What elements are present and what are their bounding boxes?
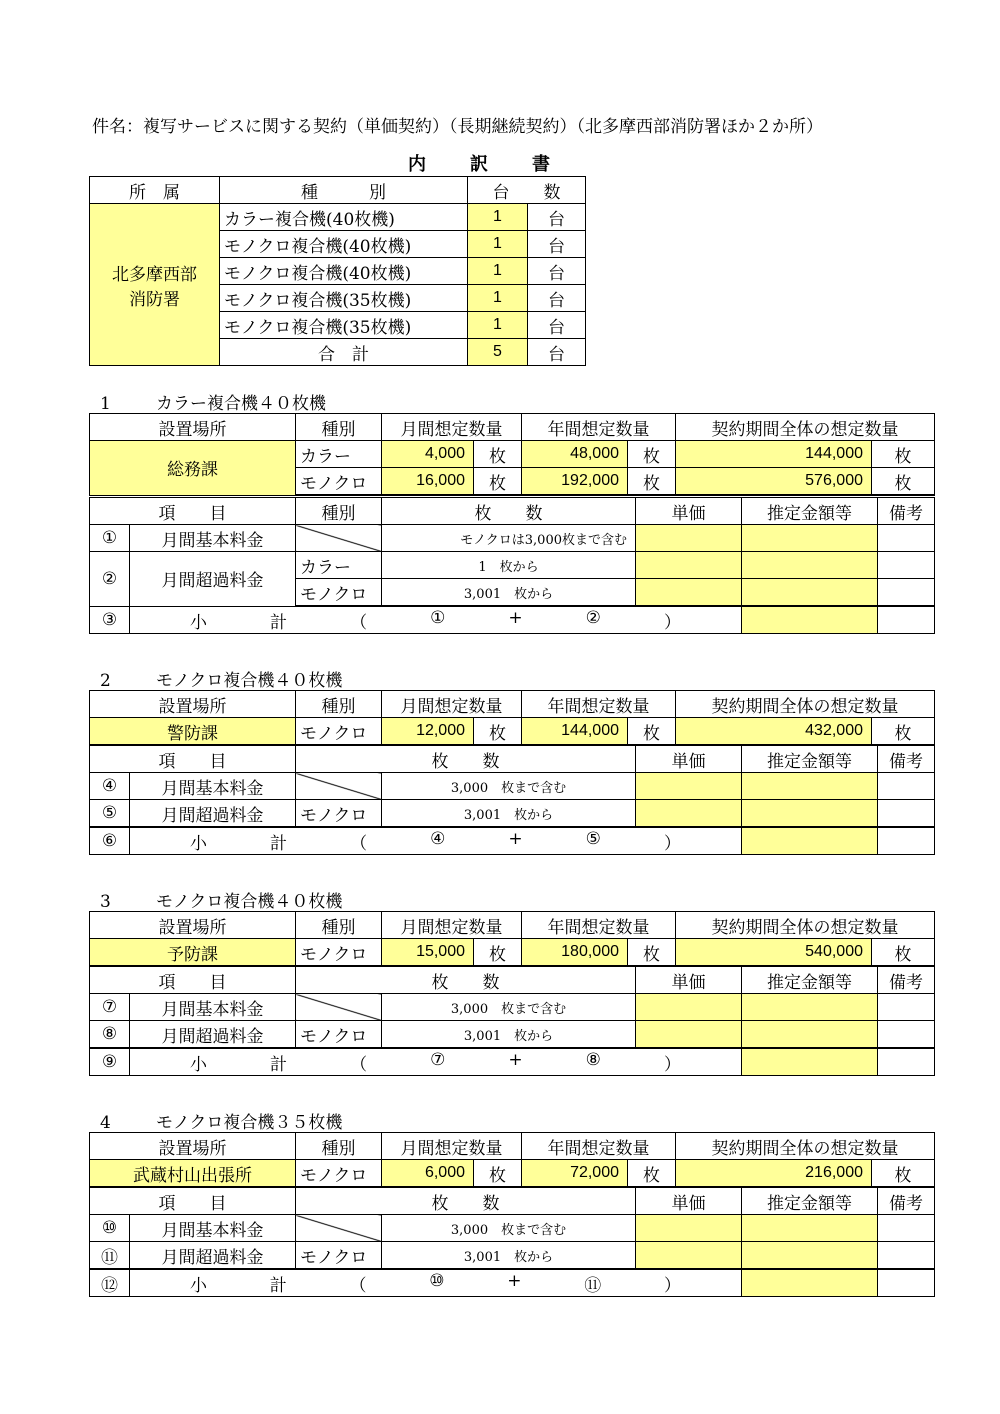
location-cell: 総務課	[90, 441, 296, 496]
paren-open: （	[350, 1054, 368, 1075]
header-yearly: 年間想定数量	[522, 912, 676, 939]
header-kind: 種別	[296, 498, 382, 525]
header-yearly: 年間想定数量	[522, 691, 676, 718]
plus-sign: +	[508, 1049, 523, 1070]
header-monthly: 月間想定数量	[382, 414, 522, 441]
item-mark: ⑪	[90, 1242, 130, 1270]
item-mark: ③	[90, 606, 130, 634]
affiliation-cell	[90, 204, 220, 366]
header-sheets: 枚 数	[382, 498, 636, 525]
total-count: 5	[468, 339, 528, 366]
kind-cell: モノクロ	[296, 718, 382, 746]
formula-mark-a: ⑩	[429, 1270, 445, 1291]
formula-mark-b: ②	[585, 607, 601, 628]
header-unit-price: 単価	[636, 746, 742, 773]
section-2-fee-table	[89, 745, 935, 855]
header-kind: 種別	[296, 414, 382, 441]
section-3-fee-table	[89, 966, 935, 1076]
paren-close: ）	[663, 1054, 681, 1075]
header-count: 台 数	[468, 177, 586, 204]
estimated-input[interactable]	[742, 1021, 878, 1049]
contract-value: 540,000	[676, 939, 872, 967]
header-contract: 契約期間全体の想定数量	[676, 1133, 935, 1160]
subtotal-char-2: 計	[269, 1275, 287, 1296]
monthly-value: 6,000	[382, 1160, 474, 1188]
sheet-unit: 枚	[474, 939, 522, 967]
count-unit: 台	[528, 231, 586, 258]
machine-count: 1	[468, 231, 528, 258]
subtotal-char-2: 計	[270, 612, 288, 633]
diagonal-cell	[296, 1215, 382, 1242]
header-location: 設置場所	[90, 912, 296, 939]
kind-cell: モノクロ	[296, 468, 382, 496]
sheet-unit: 枚	[872, 441, 935, 468]
header-item: 項 目	[90, 967, 296, 994]
contract-value: 576,000	[676, 468, 872, 496]
header-item: 項 目	[90, 498, 296, 525]
monthly-value: 15,000	[382, 939, 474, 967]
location-cell: 武蔵村山出張所	[90, 1160, 296, 1188]
sheet-unit: 枚	[474, 441, 522, 468]
section-4-heading	[100, 1108, 342, 1133]
machine-count: 1	[468, 204, 528, 231]
kind-cell: モノクロ	[296, 1160, 382, 1188]
header-estimated: 推定金額等	[742, 746, 878, 773]
machine-type: モノクロ複合機(35枚機)	[220, 285, 468, 312]
machine-type: カラー複合機(40枚機)	[220, 204, 468, 231]
paren-open: （	[350, 612, 368, 633]
header-location: 設置場所	[90, 414, 296, 441]
header-monthly: 月間想定数量	[382, 1133, 522, 1160]
estimated-input[interactable]	[742, 800, 878, 828]
section-3-quantity-table	[89, 911, 935, 967]
subtotal-char-1: 小	[190, 1275, 207, 1296]
formula-mark-b: ⑪	[584, 1275, 602, 1296]
remarks-cell	[878, 525, 935, 552]
affiliation-line-1: 北多摩西部	[112, 264, 197, 285]
header-item: 項 目	[90, 746, 296, 773]
monthly-value: 4,000	[382, 441, 474, 468]
header-kind: 種別	[296, 912, 382, 939]
machine-type: モノクロ複合機(40枚機)	[220, 231, 468, 258]
remarks-cell	[878, 1215, 935, 1242]
header-estimated: 推定金額等	[742, 498, 878, 525]
excess-note: 3,001 枚から	[382, 800, 636, 828]
item-mark: ⑨	[90, 1048, 130, 1076]
excess-note: 1 枚から	[382, 552, 636, 579]
header-estimated: 推定金額等	[742, 1188, 878, 1215]
basic-fee-label: 月間基本料金	[130, 1215, 296, 1242]
subtotal-char-1: 小	[190, 833, 207, 854]
paren-open: （	[349, 1275, 367, 1296]
estimated-input[interactable]	[742, 1215, 878, 1242]
subtotal-formula	[130, 1048, 742, 1076]
section-4-quantity-table	[89, 1132, 935, 1188]
item-mark: ④	[90, 773, 130, 800]
header-monthly: 月間想定数量	[382, 691, 522, 718]
machine-count: 1	[468, 285, 528, 312]
header-yearly: 年間想定数量	[522, 414, 676, 441]
item-mark: ②	[90, 552, 130, 607]
section-1-fee-table	[89, 497, 935, 634]
breakdown-heading: 内訳書	[408, 154, 594, 175]
formula-mark-b: ⑤	[585, 828, 601, 849]
paren-close: ）	[663, 612, 681, 633]
header-unit-price: 単価	[636, 1188, 742, 1215]
yearly-value: 72,000	[522, 1160, 628, 1188]
machine-type: モノクロ複合機(40枚機)	[220, 258, 468, 285]
remarks-cell	[878, 827, 935, 855]
basic-note: 3,000 枚まで含む	[382, 994, 636, 1021]
section-3-heading	[100, 887, 342, 912]
header-affiliation: 所 属	[90, 177, 220, 204]
basic-note: 3,000 枚まで含む	[382, 1215, 636, 1242]
header-location: 設置場所	[90, 1133, 296, 1160]
section-name: モノクロ複合機３５枚機	[156, 1113, 343, 1133]
yearly-value: 192,000	[522, 468, 628, 496]
subtotal-char-1: 小	[190, 612, 207, 633]
sheet-unit: 枚	[628, 939, 676, 967]
subtotal-char-1: 小	[190, 1054, 207, 1075]
machine-count: 1	[468, 312, 528, 339]
estimated-input[interactable]	[742, 1242, 878, 1270]
unit-price-input[interactable]	[636, 525, 742, 552]
monthly-value: 16,000	[382, 468, 474, 496]
subtotal-input[interactable]	[742, 827, 878, 855]
unit-price-input[interactable]	[636, 994, 742, 1021]
remarks-cell	[878, 579, 935, 607]
total-unit: 台	[528, 339, 586, 366]
remarks-cell	[878, 1269, 935, 1297]
sheet-unit: 枚	[872, 718, 935, 746]
paren-open: （	[350, 833, 368, 854]
sheet-unit: 枚	[872, 939, 935, 967]
section-number: 1	[100, 394, 111, 414]
sheet-unit: 枚	[628, 1160, 676, 1188]
item-mark: ⑩	[90, 1215, 130, 1242]
plus-sign: +	[507, 1270, 522, 1291]
paren-close: ）	[663, 833, 681, 854]
location-cell: 警防課	[90, 718, 296, 746]
kind-cell: モノクロ	[296, 1021, 382, 1049]
section-1-heading	[100, 389, 326, 414]
header-remarks: 備考	[878, 967, 935, 994]
diagonal-cell	[296, 773, 382, 800]
section-name: カラー複合機４０枚機	[156, 394, 326, 414]
unit-price-input[interactable]	[636, 773, 742, 800]
header-unit-price: 単価	[636, 967, 742, 994]
item-mark: ⑤	[90, 800, 130, 828]
count-unit: 台	[528, 312, 586, 339]
excess-fee-label: 月間超過料金	[130, 1242, 296, 1270]
subtotal-formula	[130, 606, 742, 634]
header-item: 項 目	[90, 1188, 296, 1215]
location-cell: 予防課	[90, 939, 296, 967]
diagonal-cell	[296, 525, 382, 552]
section-name: モノクロ複合機４０枚機	[156, 671, 343, 691]
header-sheets: 枚 数	[296, 746, 636, 773]
sheet-unit: 枚	[872, 1160, 935, 1188]
formula-mark-a: ④	[430, 828, 446, 849]
item-mark: ①	[90, 525, 130, 552]
header-location: 設置場所	[90, 691, 296, 718]
excess-note: 3,001 枚から	[382, 1242, 636, 1270]
sheet-unit: 枚	[628, 718, 676, 746]
header-contract: 契約期間全体の想定数量	[676, 414, 935, 441]
item-mark: ⑧	[90, 1021, 130, 1049]
header-remarks: 備考	[878, 1188, 935, 1215]
header-remarks: 備考	[878, 746, 935, 773]
subtotal-input[interactable]	[742, 1269, 878, 1297]
remarks-cell	[878, 552, 935, 579]
plus-sign: +	[508, 607, 523, 628]
summary-table	[89, 176, 586, 366]
total-label: 合 計	[220, 339, 468, 366]
unit-price-input[interactable]	[636, 1021, 742, 1049]
section-4-fee-table	[89, 1187, 935, 1297]
remarks-cell	[878, 1048, 935, 1076]
formula-mark-a: ⑦	[430, 1049, 446, 1070]
estimated-input[interactable]	[742, 552, 878, 579]
section-name: モノクロ複合機４０枚機	[156, 892, 343, 912]
remarks-cell	[878, 800, 935, 828]
contract-value: 144,000	[676, 441, 872, 468]
kind-cell: カラー	[296, 552, 382, 579]
monthly-value: 12,000	[382, 718, 474, 746]
machine-type: モノクロ複合機(35枚機)	[220, 312, 468, 339]
yearly-value: 180,000	[522, 939, 628, 967]
kind-cell: モノクロ	[296, 1242, 382, 1270]
subtotal-formula	[130, 827, 742, 855]
unit-price-input[interactable]	[636, 1215, 742, 1242]
kind-cell: モノクロ	[296, 939, 382, 967]
header-contract: 契約期間全体の想定数量	[676, 691, 935, 718]
subtotal-input[interactable]	[742, 1048, 878, 1076]
basic-note: モノクロは3,000枚まで含む	[382, 525, 636, 552]
yearly-value: 144,000	[522, 718, 628, 746]
header-estimated: 推定金額等	[742, 967, 878, 994]
remarks-cell	[878, 1242, 935, 1270]
header-sheets: 枚 数	[296, 1188, 636, 1215]
sheet-unit: 枚	[628, 468, 676, 496]
yearly-value: 48,000	[522, 441, 628, 468]
excess-fee-label: 月間超過料金	[130, 800, 296, 828]
section-number: 4	[100, 1113, 111, 1133]
paren-close: ）	[664, 1275, 681, 1296]
formula-mark-a: ①	[430, 607, 446, 628]
kind-cell: モノクロ	[296, 800, 382, 828]
basic-fee-label: 月間基本料金	[130, 525, 296, 552]
header-unit-price: 単価	[636, 498, 742, 525]
unit-price-input[interactable]	[636, 579, 742, 607]
unit-price-input[interactable]	[636, 800, 742, 828]
excess-fee-label: 月間超過料金	[130, 1021, 296, 1049]
estimated-input[interactable]	[742, 525, 878, 552]
excess-fee-label: 月間超過料金	[130, 552, 296, 607]
item-mark: ⑦	[90, 994, 130, 1021]
subtotal-char-2: 計	[270, 1054, 288, 1075]
sheet-unit: 枚	[474, 1160, 522, 1188]
remarks-cell	[878, 994, 935, 1021]
count-unit: 台	[528, 204, 586, 231]
diagonal-cell	[296, 994, 382, 1021]
section-number: 3	[100, 892, 111, 912]
estimated-input[interactable]	[742, 579, 878, 607]
estimated-input[interactable]	[742, 773, 878, 800]
unit-price-input[interactable]	[636, 1242, 742, 1270]
excess-note: 3,001 枚から	[382, 579, 636, 607]
formula-mark-b: ⑧	[585, 1049, 601, 1070]
header-type: 種 別	[220, 177, 468, 204]
count-unit: 台	[528, 285, 586, 312]
sheet-unit: 枚	[474, 718, 522, 746]
basic-note: 3,000 枚まで含む	[382, 773, 636, 800]
basic-fee-label: 月間基本料金	[130, 773, 296, 800]
remarks-cell	[878, 606, 935, 634]
kind-cell: モノクロ	[296, 579, 382, 607]
kind-cell: カラー	[296, 441, 382, 468]
estimated-input[interactable]	[742, 994, 878, 1021]
subtotal-formula	[130, 1269, 742, 1297]
header-kind: 種別	[296, 691, 382, 718]
affiliation-line-2: 消防署	[129, 289, 180, 310]
machine-count: 1	[468, 258, 528, 285]
sheet-unit: 枚	[872, 468, 935, 496]
section-1-quantity-table	[89, 413, 935, 496]
excess-note: 3,001 枚から	[382, 1021, 636, 1049]
section-number: 2	[100, 671, 111, 691]
header-remarks: 備考	[878, 498, 935, 525]
section-2-heading	[100, 666, 342, 691]
section-2-quantity-table	[89, 690, 935, 746]
count-unit: 台	[528, 258, 586, 285]
document-title: 件名：複写サービスに関する契約（単価契約）（長期継続契約）（北多摩西部消防署ほか２か所）	[92, 117, 823, 137]
header-yearly: 年間想定数量	[522, 1133, 676, 1160]
unit-price-input[interactable]	[636, 552, 742, 579]
remarks-cell	[878, 1021, 935, 1049]
subtotal-char-2: 計	[270, 833, 288, 854]
sheet-unit: 枚	[474, 468, 522, 496]
header-monthly: 月間想定数量	[382, 912, 522, 939]
item-mark: ⑫	[90, 1269, 130, 1297]
item-mark: ⑥	[90, 827, 130, 855]
plus-sign: +	[508, 828, 523, 849]
contract-value: 216,000	[676, 1160, 872, 1188]
remarks-cell	[878, 773, 935, 800]
sheet-unit: 枚	[628, 441, 676, 468]
header-kind: 種別	[296, 1133, 382, 1160]
header-sheets: 枚 数	[296, 967, 636, 994]
contract-value: 432,000	[676, 718, 872, 746]
basic-fee-label: 月間基本料金	[130, 994, 296, 1021]
subtotal-input[interactable]	[742, 606, 878, 634]
header-contract: 契約期間全体の想定数量	[676, 912, 935, 939]
